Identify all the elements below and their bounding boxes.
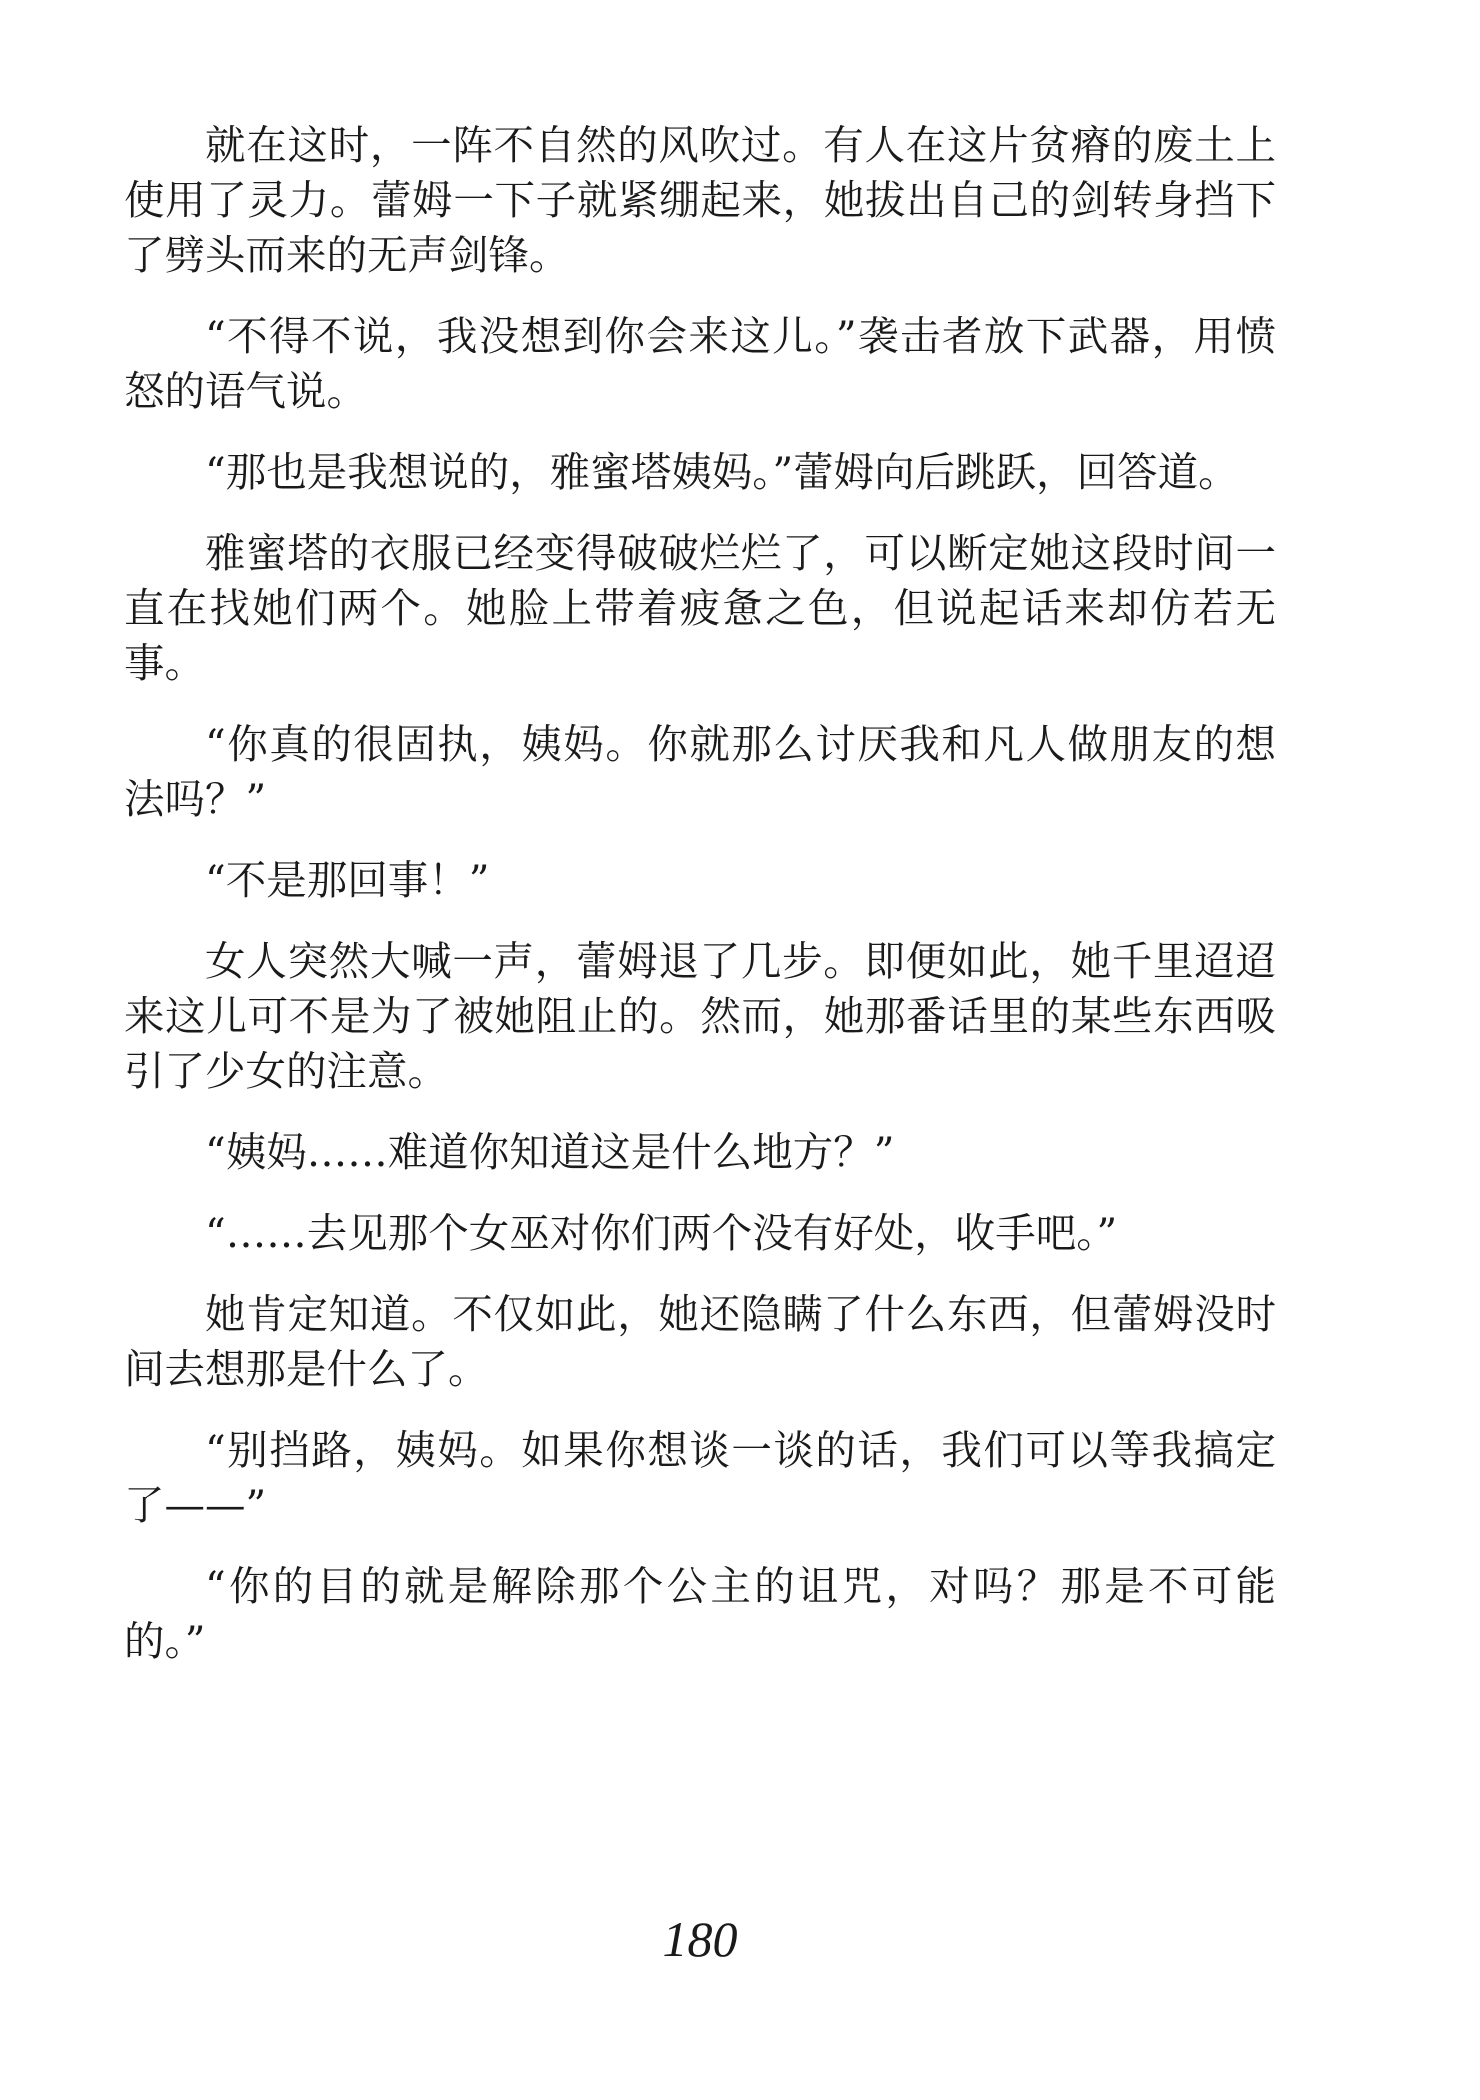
paragraph-8: “姨妈……难道你知道这是什么地方？” xyxy=(205,1128,895,1176)
paragraph-6: “不是那回事！” xyxy=(205,856,490,904)
paragraph-7: 女人突然大喊一声，蕾姆退了几步。即便如此，她千里迢迢来这儿可不是为了被她阻止的。然而，她那番话里的某些东西吸引了少女的注意。 xyxy=(124,937,1276,1095)
paragraph-4: 雅蜜塔的衣服已经变得破破烂烂了，可以断定她这段时间一直在找她们两个。她脸上带着疲惫之色，但说起话来却仿若无事。 xyxy=(124,529,1276,687)
paragraph-3: “那也是我想说的，雅蜜塔姨妈。”蕾姆向后跳跃，回答道。 xyxy=(205,448,1239,496)
page-number: 180 xyxy=(662,1911,738,1967)
paragraph-11: “别挡路，姨妈。如果你想谈一谈的话，我们可以等我搞定了——” xyxy=(124,1426,1276,1529)
paragraph-9: “……去见那个女巫对你们两个没有好处，收手吧。” xyxy=(205,1209,1118,1257)
paragraph-1: 就在这时，一阵不自然的风吹过。有人在这片贫瘠的废土上使用了灵力。蕾姆一下子就紧绷起来，她拔出自己的剑转身挡下了劈头而来的无声剑锋。 xyxy=(124,121,1276,279)
body-text xyxy=(124,118,1276,1695)
paragraph-5: “你真的很固执，姨妈。你就那么讨厌我和凡人做朋友的想法吗？” xyxy=(124,720,1276,823)
paragraph-10: 她肯定知道。不仅如此，她还隐瞒了什么东西，但蕾姆没时间去想那是什么了。 xyxy=(124,1290,1276,1393)
paragraph-2: “不得不说，我没想到你会来这儿。”袭击者放下武器，用愤怒的语气说。 xyxy=(124,312,1276,415)
paragraph-12: “你的目的就是解除那个公主的诅咒，对吗？那是不可能的。” xyxy=(124,1562,1276,1665)
